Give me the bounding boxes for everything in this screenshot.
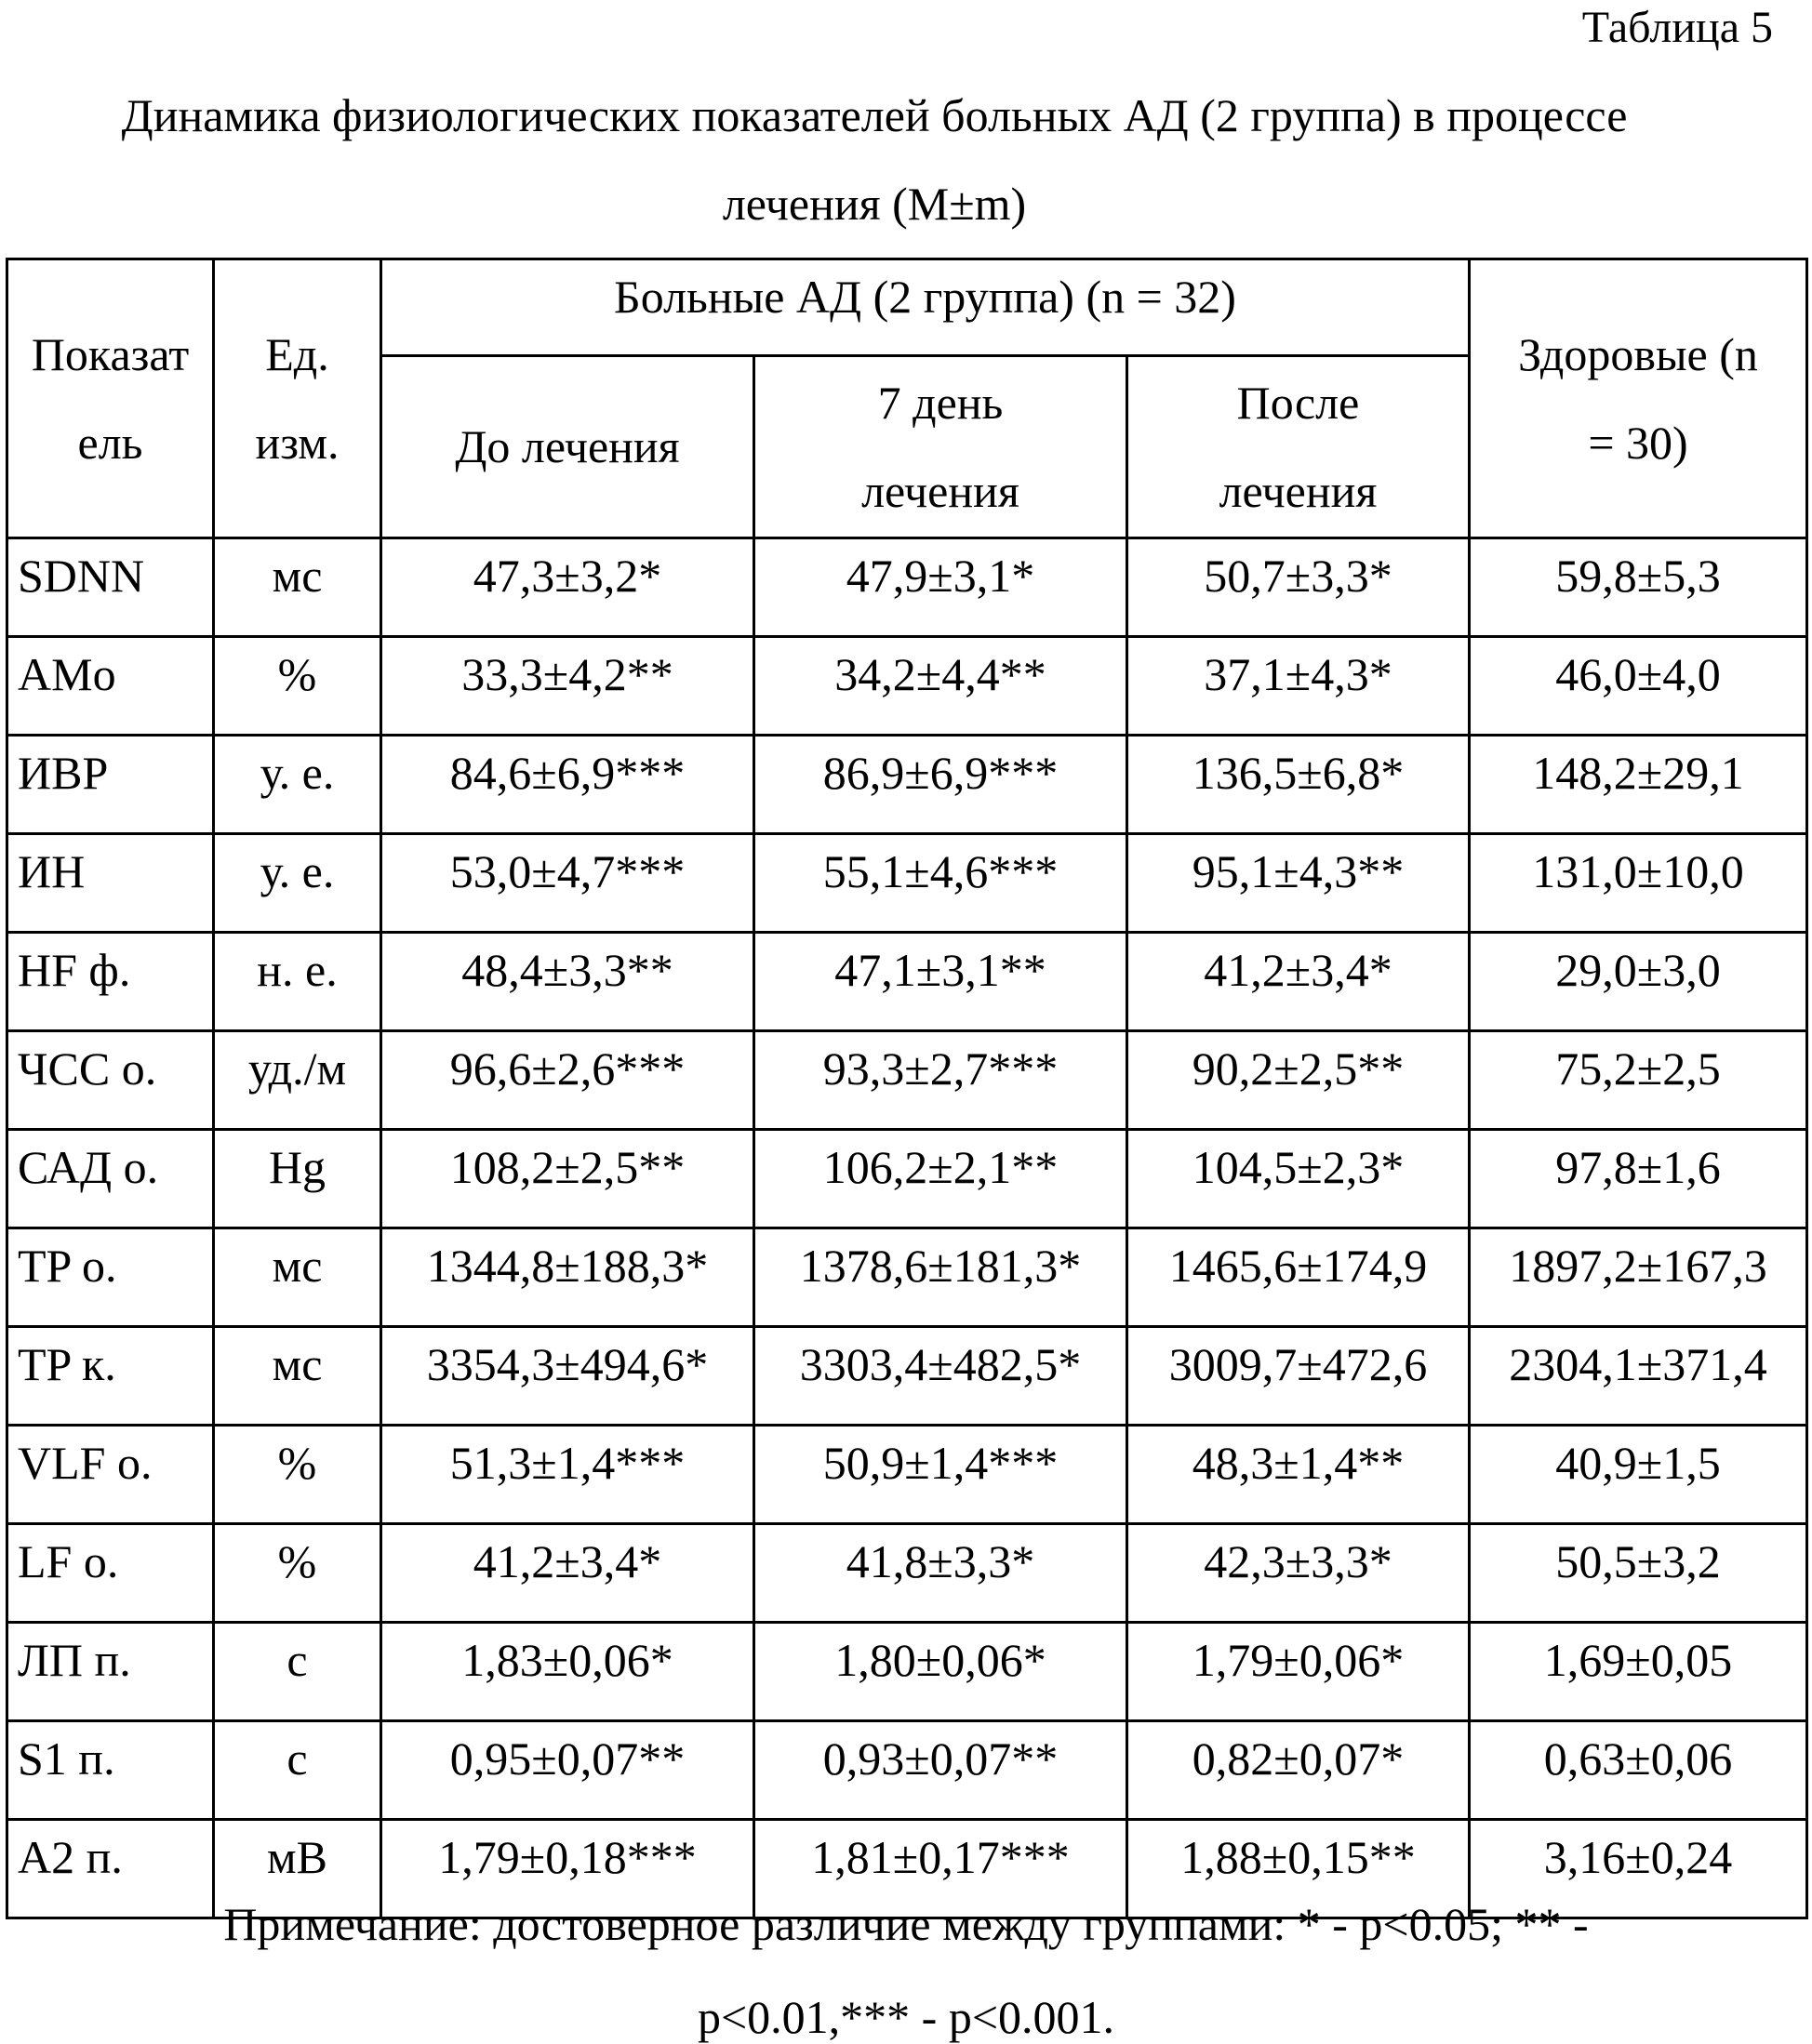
cell-unit: %: [214, 1524, 381, 1623]
cell-indicator: ЛП п.: [7, 1623, 214, 1721]
cell-after: 104,5±2,3*: [1127, 1130, 1470, 1228]
cell-healthy: 131,0±10,0: [1470, 834, 1807, 933]
cell-after: 37,1±4,3*: [1127, 637, 1470, 736]
cell-indicator: S1 п.: [7, 1721, 214, 1820]
table-row: [7, 834, 1807, 933]
cell-day7: 41,8±3,3*: [754, 1524, 1127, 1623]
cell-unit: мс: [214, 1327, 381, 1426]
cell-indicator: TP о.: [7, 1228, 214, 1327]
cell-before: 108,2±2,5**: [381, 1130, 754, 1228]
cell-after: 3009,7±472,6: [1127, 1327, 1470, 1426]
cell-healthy: 148,2±29,1: [1470, 736, 1807, 834]
cell-healthy: 1897,2±167,3: [1470, 1228, 1807, 1327]
cell-day7: 86,9±6,9***: [754, 736, 1127, 834]
cell-healthy: 3,16±0,24: [1470, 1820, 1807, 1918]
cell-unit: %: [214, 1426, 381, 1524]
cell-healthy: 59,8±5,3: [1470, 538, 1807, 637]
table-row: [7, 1228, 1807, 1327]
cell-day7: 1,81±0,17***: [754, 1820, 1127, 1918]
cell-day7: 93,3±2,7***: [754, 1031, 1127, 1130]
cell-after: 136,5±6,8*: [1127, 736, 1470, 834]
header-before-treatment: До лечения: [381, 356, 754, 538]
cell-day7: 47,9±3,1*: [754, 538, 1127, 637]
cell-unit: н. е.: [214, 933, 381, 1031]
table-row: [7, 933, 1807, 1031]
cell-before: 0,95±0,07**: [381, 1721, 754, 1820]
cell-after: 1465,6±174,9: [1127, 1228, 1470, 1327]
cell-day7: 106,2±2,1**: [754, 1130, 1127, 1228]
cell-before: 1,83±0,06*: [381, 1623, 754, 1721]
cell-after: 90,2±2,5**: [1127, 1031, 1470, 1130]
header-indicator: Показат ель: [7, 259, 214, 538]
table-title: Динамика физиологических показателей больных АД (2 группа) в процессе: [0, 88, 1749, 142]
table-row: [7, 1130, 1807, 1228]
cell-unit: %: [214, 637, 381, 736]
cell-day7: 3303,4±482,5*: [754, 1327, 1127, 1426]
cell-unit: с: [214, 1623, 381, 1721]
cell-healthy: 40,9±1,5: [1470, 1426, 1807, 1524]
cell-before: 48,4±3,3**: [381, 933, 754, 1031]
cell-indicator: A2 п.: [7, 1820, 214, 1918]
cell-after: 50,7±3,3*: [1127, 538, 1470, 637]
cell-unit: с: [214, 1721, 381, 1820]
table-row: [7, 1524, 1807, 1623]
table-row: [7, 1426, 1807, 1524]
header-patient-group: Больные АД (2 группа) (n = 32): [381, 259, 1470, 356]
cell-indicator: SDNN: [7, 538, 214, 637]
cell-before: 96,6±2,6***: [381, 1031, 754, 1130]
cell-unit: у. е.: [214, 736, 381, 834]
cell-unit: мс: [214, 538, 381, 637]
table-row: [7, 1623, 1807, 1721]
data-table: [6, 258, 1808, 1919]
header-unit: Ед. изм.: [214, 259, 381, 538]
footnote: Примечание: достоверное различие между группами: * - p<0.05; ** -: [0, 1897, 1812, 1951]
cell-after: 0,82±0,07*: [1127, 1721, 1470, 1820]
cell-before: 1,79±0,18***: [381, 1820, 754, 1918]
cell-indicator: AMo: [7, 637, 214, 736]
cell-healthy: 75,2±2,5: [1470, 1031, 1807, 1130]
cell-indicator: TP к.: [7, 1327, 214, 1426]
cell-healthy: 1,69±0,05: [1470, 1623, 1807, 1721]
cell-day7: 1378,6±181,3*: [754, 1228, 1127, 1327]
cell-indicator: ИВР: [7, 736, 214, 834]
cell-healthy: 46,0±4,0: [1470, 637, 1807, 736]
cell-before: 84,6±6,9***: [381, 736, 754, 834]
cell-healthy: 2304,1±371,4: [1470, 1327, 1807, 1426]
cell-day7: 50,9±1,4***: [754, 1426, 1127, 1524]
table-row: [7, 736, 1807, 834]
cell-unit: у. е.: [214, 834, 381, 933]
cell-indicator: САД о.: [7, 1130, 214, 1228]
cell-after: 41,2±3,4*: [1127, 933, 1470, 1031]
cell-unit: Hg: [214, 1130, 381, 1228]
cell-day7: 47,1±3,1**: [754, 933, 1127, 1031]
cell-healthy: 0,63±0,06: [1470, 1721, 1807, 1820]
cell-after: 42,3±3,3*: [1127, 1524, 1470, 1623]
table-row: [7, 637, 1807, 736]
table-row: [7, 1721, 1807, 1820]
cell-before: 41,2±3,4*: [381, 1524, 754, 1623]
footnote-continued: p<0.01,*** - p<0.001.: [0, 1990, 1812, 2044]
cell-day7: 0,93±0,07**: [754, 1721, 1127, 1820]
cell-after: 1,79±0,06*: [1127, 1623, 1470, 1721]
cell-day7: 34,2±4,4**: [754, 637, 1127, 736]
cell-healthy: 29,0±3,0: [1470, 933, 1807, 1031]
cell-healthy: 97,8±1,6: [1470, 1130, 1807, 1228]
cell-healthy: 50,5±3,2: [1470, 1524, 1807, 1623]
table-row: [7, 1031, 1807, 1130]
cell-after: 1,88±0,15**: [1127, 1820, 1470, 1918]
header-healthy: Здоровые (n = 30): [1470, 259, 1807, 538]
cell-day7: 1,80±0,06*: [754, 1623, 1127, 1721]
cell-indicator: LF о.: [7, 1524, 214, 1623]
cell-after: 48,3±1,4**: [1127, 1426, 1470, 1524]
table-title-continued: лечения (M±m): [0, 177, 1749, 231]
cell-indicator: VLF о.: [7, 1426, 214, 1524]
cell-before: 47,3±3,2*: [381, 538, 754, 637]
cell-before: 3354,3±494,6*: [381, 1327, 754, 1426]
cell-indicator: ИН: [7, 834, 214, 933]
cell-unit: уд./м: [214, 1031, 381, 1130]
header-day7-treatment: 7 день лечения: [754, 356, 1127, 538]
table-row: [7, 1327, 1807, 1426]
cell-before: 51,3±1,4***: [381, 1426, 754, 1524]
header-after-treatment: После лечения: [1127, 356, 1470, 538]
cell-before: 33,3±4,2**: [381, 637, 754, 736]
table-number: Таблица 5: [1582, 2, 1773, 53]
cell-day7: 55,1±4,6***: [754, 834, 1127, 933]
table-row: [7, 538, 1807, 637]
cell-before: 53,0±4,7***: [381, 834, 754, 933]
cell-unit: мВ: [214, 1820, 381, 1918]
cell-indicator: ЧСС о.: [7, 1031, 214, 1130]
cell-indicator: HF ф.: [7, 933, 214, 1031]
cell-unit: мс: [214, 1228, 381, 1327]
cell-after: 95,1±4,3**: [1127, 834, 1470, 933]
cell-before: 1344,8±188,3*: [381, 1228, 754, 1327]
